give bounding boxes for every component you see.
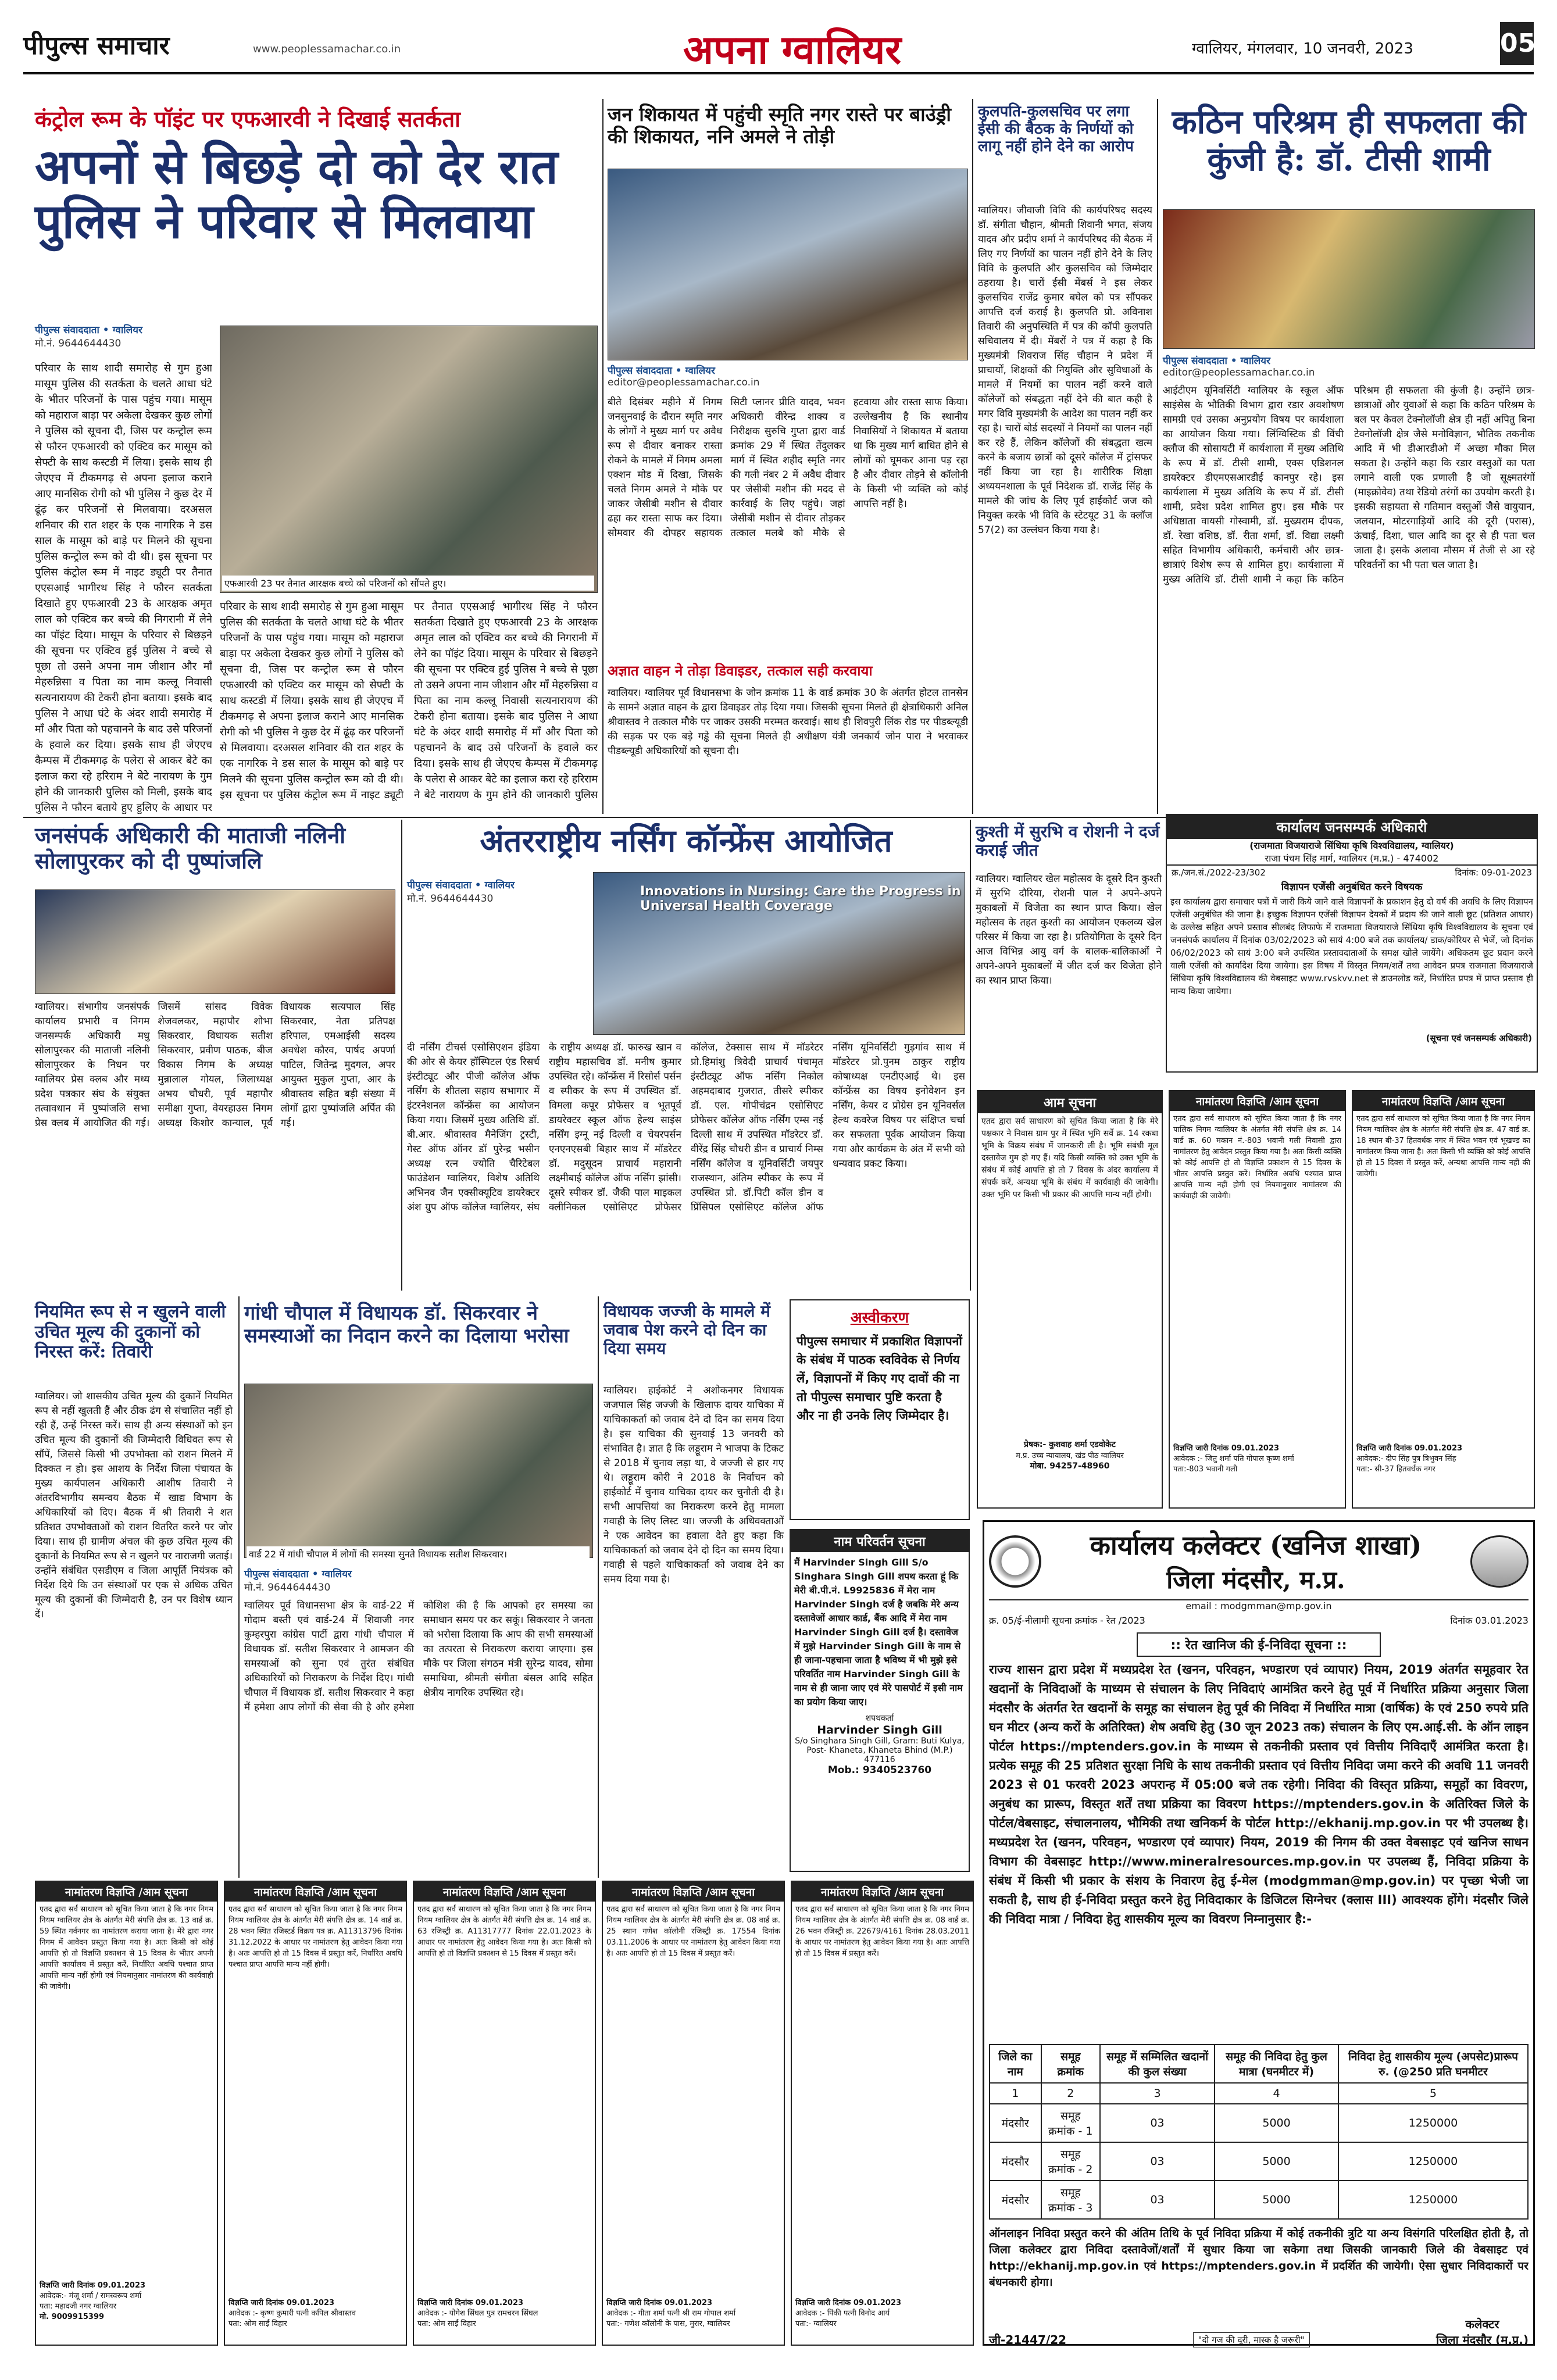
table-cell: समूह क्रमांक - 3 — [1041, 2181, 1100, 2219]
notice-date: विज्ञप्ति जारी दिनांक 09.01.2023 — [606, 2299, 713, 2307]
story2-email[interactable]: editor@peoplessamachar.co.in — [608, 377, 760, 388]
section-title: अपना ग्वालियर — [683, 27, 902, 73]
story6-photo — [593, 872, 965, 1035]
table-header-cell: निविदा हेतु शासकीय मूल्य (अपसेट)प्रारूप रु. (@250 प्रति घनमीटर — [1338, 2045, 1528, 2083]
story1-headline: अपनों से बिछड़े दो को देर रात पुलिस ने परिवार से मिलवाया — [35, 139, 558, 250]
notice-date: विज्ञप्ति जारी दिनांक 09.01.2023 — [795, 2299, 902, 2307]
name-change-text: मैं Harvinder Singh Gill S/o Singhara Singh Gill शपथ करता हूं कि मेरी बी.पी.नं. L9925836 में मेरा नाम Harvinder Singh दर्ज है जबकि मेरे अन्य दस्तावेजों आधार कार्ड, बैंक आदि में मेरा नाम Harvinder Singh Gill दर्ज है। दस्तावेज में मुझे Harvinder Singh Gill के नाम से ही जाना-पहचाना जाता है भविष्य में भी मुझे इसे परिवर्तित नाम Harvinder Singh Gill के नाम से ही जाना जाए एवं मेरे पासपोर्ट में इसी नाम का प्रयोग किया जाए। — [794, 1557, 963, 1707]
table-cell: 5 — [1338, 2083, 1528, 2104]
table-row — [990, 2104, 1528, 2142]
tender-org: कार्यालय कलेक्टर (खनिज शाखा) — [1090, 1530, 1422, 1561]
notice-address: पता: ओम साईं विहार — [228, 2320, 287, 2328]
story6-body: दी नर्सिंग टीचर्स एसोसिएशन इंडिया की ओर से केयर हॉस्पिटल एंड रिसर्च इंस्टीट्यूट और पीजी कॉलेज ऑफ नर्सिंग के शीतला सहाय सभागार में इंटरनेशनल कॉन्फ्रेंस का आयोजन किया गया। जिसमें मुख्य अतिथि डॉ. बी.आर. श्रीवास्तव मैनेजिंग ट्रस्टी, गेस्ट ऑफ ऑनर डॉ पुरेन्द्र भसीन अध्यक्ष रत्न ज्योति चैरिटेबल फाउंडेशन ग्वालियर, विशेष अतिथि अभिनव जैन एक्सीक्यूटिव डायरेक्टर अंश ग्रुप ऑफ कॉलेज ग्वालियर, संघ के राष्ट्रीय अध्यक्ष डॉ. फारुख खान व राष्ट्रीय महासचिव डॉ. मनीष कुमार उपस्थित रहे। कॉन्फ्रेंस में रिसोर्स पर्सन व स्पीकर के रूप में उपस्थित डॉ. विमला कपूर प्रोफेसर व भूतपूर्व डायरेक्टर स्कूल ऑफ हेल्थ साइंस नर्सिंग इग्नू नई दिल्ली व चेयरपर्सन एनएनएसबी बिहार साथ में मॉडरेटर डॉ. मदुसूदन प्राचार्य महारानी लक्ष्मीबाई कॉलेज ऑफ नर्सिंग झांसी। दूसरे स्पीकर डॉ. जैकी पाल माइकल क्लीनिकल एसोसिएट प्रोफेसर कॉलेज, टेक्सास साथ में मॉडरेटर प्रो.हिमांशु त्रिवेदी प्राचार्य पंचामृत इंस्टीट्यूट ऑफ नर्सिंग निकोल अहमदाबाद गुजरात, तीसरे स्पीकर डॉ. एल. गोपीचंद्रन एसोसिएट प्रोफेसर कॉलेज ऑफ नर्सिंग एम्स नई दिल्ली साथ में उपस्थित मॉडरेटर डॉ. वीरेंद्र सिंह चौधरी डीन व प्राचार्य निम्स नर्सिंग कॉलेज व यूनिवर्सिटी जयपुर राजस्थान, अंतिम स्पीकर के रूप में उपस्थित प्रो. डॉ.पिटी कॉल डीन व प्रिंसिपल एसोसिएट कॉलेज ऑफ नर्सिंग यूनिवर्सिटी गुड़गांव साथ में मॉडरेटर प्रो.पुनम ठाकुर राष्ट्रीय कोषाध्यक्ष एनटीएआई थे। इस कॉन्फ्रेंस का विषय इनोवेशन इन नर्सिंग, केयर द प्रोग्रेस इन यूनिवर्सल हेल्थ कवरेज विषय पर संक्षिप्त चर्चा कर सफलता पूर्वक आयोजन किया गया और कार्यक्रम के अंत में सभी को धन्यवाद प्रकट किया। — [407, 1042, 965, 1213]
table-cell: 5000 — [1215, 2142, 1338, 2181]
table-cell: 3 — [1100, 2083, 1215, 2104]
story2-photo — [608, 169, 968, 360]
table-header-cell: समूह की निविदा हेतु कुल मात्रा (घनमीटर में) — [1215, 2045, 1338, 2083]
page-number: 05 — [1500, 22, 1534, 65]
date-line: ग्वालियर, मंगलवार, 10 जनवरी, 2023 — [1192, 40, 1413, 58]
jansampark-org: कार्यालय जनसम्पर्क अधिकारी — [1167, 815, 1537, 839]
mp-emblem-icon — [989, 1535, 1041, 1588]
table-cell: समूह क्रमांक - 2 — [1041, 2142, 1100, 2181]
notice-date: विज्ञप्ति जारी दिनांक 09.01.2023 — [40, 2281, 146, 2290]
tender-date: दिनांक 03.01.2023 — [1450, 1615, 1529, 1626]
masthead — [23, 16, 1534, 74]
mutation-notice-body: एतद द्वारा सर्व साधारण को सूचित किया जाता है कि नगर पालिक निगम ग्वालियर के अंतर्गत मेरी संपत्ति क्षेत्र क्र. 14 वार्ड क्र. 60 मकान नं.-803 भवानी गली निवासी द्वारा नामांतरण हेतु आवेदन प्रस्तुत किया गया है। अतः किसी व्यक्ति को कोई आपत्ति हो तो विज्ञप्ति प्रकाशन से 15 दिवस के भीतर आपत्ति प्रस्तुत करें। निर्धारित अवधि पश्चात प्राप्त आपत्ति मान्य नहीं होगी एवं नियमानुसार नामांतरण की कार्यवाही की जावेगी। — [1173, 1114, 1341, 1200]
notice-signature: आवेदक:- मंजू शर्मा / रामस्वरूप शर्मा — [40, 2292, 142, 2300]
story2-body: बीते दिसंबर महीने में निगम जनसुनवाई के दौरान स्मृति नगर के लोगों ने मुख्य मार्ग पर अवैध रूप से दीवार बनाकर रास्ता रोकने के मामले में निगम अमला एक्शन मोड में दिखा, जिसके चलते निगम अमले ने मौके पर जाकर जेसीबी मशीन से दीवार ढहा कर रास्ता साफ कर दिया। सोमवार की दोपहर सहायक सिटी प्लानर प्रीति यादव, भवन अधिकारी वीरेन्द्र शाक्य व निरीक्षक सुरुचि गुप्ता द्वारा वार्ड क्रमांक 29 में स्थित तेंदुलकर मार्ग में स्थित शहीद स्मृति नगर की गली नंबर 2 में अवैध दीवार पर जेसीबी मशीन की मदद से कार्रवाई के लिए पहुंचे। जहां जेसीबी मशीन से दीवार तोड़कर तत्काल मलबे को मौके से हटवाया और रास्ता साफ किया। उल्लेखनीय है कि स्थानीय निवासियों ने शिकायत में बताया था कि मुख्य मार्ग बाधित होने से लोगों को घूमकर आना पड़ रहा है और दीवार तोड़ने से कॉलोनी के किसी भी व्यक्ति को कोई आपत्ति नहीं है। — [608, 396, 968, 539]
tender-refline — [989, 1611, 1529, 1629]
jansampark-ref: क्र./जन.सं./2022-23/302 — [1172, 867, 1266, 878]
jansampark-title: विज्ञापन एजेंसी अनुबंधित करने विषयक — [1281, 881, 1423, 893]
mutation-notice-date: विज्ञप्ति जारी दिनांक 09.01.2023 — [1356, 1444, 1463, 1453]
story4-headline: कठिन परिश्रम ही सफलता की कुंजी है: डॉ. टीसी शामी — [1172, 103, 1526, 179]
story6-banner-text: Innovations in Nursing: Care the Progress in Universal Health Coverage — [640, 884, 961, 913]
table-cell: 03 — [1100, 2104, 1215, 2142]
column-divider — [972, 99, 973, 814]
notice-address: पता: महादजी नगर ग्वालियर — [40, 2302, 117, 2311]
table-index-row — [990, 2083, 1528, 2104]
tender-footer: ऑनलाइन निविदा प्रस्तुत करने की अंतिम तिथि के पूर्व निविदा प्रक्रिया में कोई तकनीकी त्रुटि या अन्य विसंगति परिलक्षित होती है, तो जिला कलेक्टर द्वारा निविदा दस्तावेजों/शर्तों में सुधार किया जा सकेगा तथा जिसकी जानकारी जिले की वेबसाइट एवं http://ekhanij.mp.gov.in एवं https://mptenders.gov.in में प्रदर्शित की जायेगी। ऐसा सुधार निविदाकारों पर बंधनकारी होगा। — [989, 2227, 1529, 2289]
table-cell: 5000 — [1215, 2104, 1338, 2142]
story4-byline-block — [1163, 353, 1349, 378]
story1-byline-block — [35, 323, 215, 349]
column-divider — [238, 1296, 240, 1878]
story1-body-col2: परिवार के साथ शादी समारोह से गुम हुआ मासूम पुलिस की सतर्कता के चलते आधा घंटे के भीतर परिजनों के पास पहुंच गया। मासूम को महाराज बाड़ा पर अकेला देखकर कुछ लोगों ने पुलिस को सूचना दी, जिस पर कन्ट्रोल रूम से फौरन एफआरवी को एक्टिव कर मासूम को सेफ्टी के साथ कस्टडी में लिया। इसके साथ ही जेएएच में टीकमगढ़ से अपना इलाज कराने आए मानसिक रोगी को भी पुलिस ने कुछ देर में ढूंढ़ कर परिजनों से मिलवाया। दरअसल शनिवार की रात शहर के एक नागरिक ने डस साल के मासूम को बाड़े पर मिलने की सूचना पुलिस कन्ट्रोल रूम को दी थी। इस सूचना पर पुलिस कंट्रोल रूम में नाइट ड्यूटी पर तैनात एएसआई भागीरथ सिंह ने फौरन सतर्कता दिखाते हुए एफआरवी 23 के आरक्षक अमृत लाल को एक्टिव कर बच्चे की निगरानी में लेने का पॉइंट दिया। मासूम के परिवार से बिछड़ने की सूचना पर एक्टिव हुई पुलिस ने बच्चे से पूछा तो उसने अपना नाम जीशान और माँ मेहरुन्निसा व पिता का नाम कल्लू निवासी सत्यनारायण की टेकरी होना बताया। इसके बाद पुलिस ने आधा घंटे के अंदर शादी समारोह में माँ और पिता को पहचानने के बाद उसे परिजनों के हवाले कर दिया। इसके साथ ही जेएएच कैम्पस में टीकमगढ़ के पलेरा से आकर बेटे का इलाज करा रहे हरिराम ने बेटे नारायण के गुम होने की जानकारी पुलिस — [220, 601, 598, 801]
table-cell: 1 — [990, 2083, 1041, 2104]
notice-signature: आवेदक :- योगेश सिंघल पुत्र रामचरन सिंघल — [417, 2309, 538, 2318]
story9-body: ग्वालियर पूर्व विधानसभा क्षेत्र के वार्ड-22 में गोदाम बस्ती एवं वार्ड-24 में शिवाजी नगर कुम्हरपुरा कांग्रेस पार्टी द्वारा गांधी चौपाल में विधायक डॉ. सतीश सिकरवार ने आमजन की समस्याओं को सुना एवं तुरंत संबंधित अधिकारियों को निराकरण के निर्देश दिए। गांधी चौपाल में विधायक डॉ. सतीश सिकरवार ने कहा मैं हमेशा आप लोगों की सेवा की है और हमेशा कोशिश की है कि आपको हर समस्या का समाधान समय पर कर सकूं। सिकरवार ने जनता को भरोसा दिलाया कि आप की सभी समस्याओं का तत्परता से निराकरण कराया जाएगा। इस मौके पर जिला संगठन मंत्री सुरेन्द्र यादव, सोमा समाधिया, श्रीमती संगीता बंसल आदि सहित क्षेत्रीय नागरिक उपस्थित रहे। — [244, 1600, 593, 1713]
story9-caption: वार्ड 22 में गांधी चौपाल में लोगों की समस्या सुनते विधायक सतीश सिकरवार। — [247, 1546, 590, 1561]
story1-byline: पीपुल्स संवाददाता • ग्वालियर — [35, 324, 142, 336]
table-row — [990, 2181, 1528, 2219]
story5-headline: जनसंपर्क अधिकारी की माताजी नलिनी सोलापुरकर को दी पुष्पांजलि — [35, 822, 346, 874]
story4-body: आईटीएम यूनिवर्सिटी ग्वालियर के स्कूल ऑफ साइंसेस के भौतिकी विभाग द्वारा रडार अवशोषण सामग्री एवं उसका अनुप्रयोग विषय पर कार्यशाला का आयोजन किया गया। लिंग्विस्टिक डी विंची क्लौज की सोसायटी में कार्यशाला में मुख्य अतिथि के रूप में डॉ. टीसी शामी, एक्स एडिशनल डायरेक्टर डीएमएसआरडीई कानपुर रहे। इस कार्यशाला में मुख्य अतिथि के रूप में डॉ. टीसी शामी, प्रदेश प्रदेश शामिल हुए। इस मौके पर अधिष्ठाता वायसी गोस्वामी, डॉ. मुख्यराम दीपक, डॉ. रेखा वशिष्ठ, डॉ. रीता शर्मा, डॉ. विद्या लक्ष्मी सहित विभागीय अधिकारी, कर्मचारी और छात्र-छात्राएं विशेष रूप से शामिल हुए। कार्यशाला में मुख्य अतिथि डॉ. टीसी शामी ने कहा कि कठिन परिश्रम ही सफलता की कुंजी है। उन्होंने छात्र-छात्राओं और युवाओं से कहा कि कठिन परिश्रम के बल पर केवल टेक्नोलॉजी क्षेत्र ही नहीं अपितु बिना टेक्नोलॉजी क्षेत्र जैसे मनोविज्ञान, भौतिक तकनीक आदि में भी डीआरडीओ में अच्छा मौका मिल सकता है। उन्होंने कहा कि रडार वस्तुओं का पता लगाने वाली एक प्रणाली है जो सूक्ष्मतरंगों (माइक्रोवेव) तथा रेडियो तरंगों का उपयोग करती है। इसकी सहायता से गतिमान वस्तुओं जैसे वायुयान, जलयान, मोटरगाड़ियों आदि की दूरी (परास), ऊंचाई, दिशा, चाल आदि का दूर से ही पता चल जाता है। इसके अलावा मौसम में तेजी से आ रहे परिवर्तनों का भी पता चल जाता है। — [1163, 385, 1535, 585]
notice-title: नामांतरण विज्ञप्ति /आम सूचना — [36, 1882, 217, 1902]
tender-header — [989, 1527, 1529, 1600]
table-cell: 4 — [1215, 2083, 1338, 2104]
jansampark-date: दिनांक: 09-01-2023 — [1455, 867, 1532, 878]
tender-table — [989, 2044, 1529, 2220]
story9-byline-block — [244, 1567, 419, 1593]
mutation-notice-signature: आवेदक :- जितु शर्मा पति गोपाल कृष्ण शर्मा — [1173, 1455, 1294, 1463]
story2-byline-block — [608, 363, 782, 388]
tender-ref: क्र. 05/ई-नीलामी सूचना क्रमांक - रेत /2023 — [989, 1615, 1145, 1626]
story4-byline: पीपुल्स संवाददाता • ग्वालियर — [1163, 355, 1270, 367]
story8-body: ग्वालियर। जो शासकीय उचित मूल्य की दुकानें नियमित रूप से नहीं खुलती हैं और ठीक ढंग से संचालित नहीं हो रही हैं, उन्हें निरस्त करें। साथ ही अन्य संस्थाओं को इन उचित मूल्य की दुकानों की जिम्मेदारी विधिवत रूप से सौंपें, जिससे किसी भी उपभोक्ता को राशन मिलने में दिक्कत न हो। इस आशय के निर्देश जिला पंचायत के मुख्य कार्यपालन अधिकारी आशीष तिवारी ने अंतरविभागीय समन्वय बैठक में खाद्य विभाग के अधिकारियों को दिए। बैठक में श्री तिवारी ने शत प्रतिशत उपभोक्ताओं को राशन वितरित करने पर जोर दिया। साथ ही ग्रामीण अंचल की कुछ उचित मूल्य की दुकानों के नियमित रूप से न खुलने पर नाराजगी जताई। उन्होंने संबंधित एसडीएम व जिला आपूर्ति नियंत्रक को निर्देश दिये कि उन संस्थाओं पर एक से अधिक उचित मूल्य की दुकानों की जिम्मेदारी है, उन पर विशेष ध्यान दें। — [35, 1391, 233, 1620]
column-divider — [1157, 99, 1158, 814]
disclaimer-box — [790, 1299, 970, 1520]
table-cell: 5000 — [1215, 2181, 1338, 2219]
story1-body-col1: परिवार के साथ शादी समारोह से गुम हुआ मासूम पुलिस की सतर्कता के चलते आधा घंटे के भीतर परिजनों के पास पहुंच गया। मासूम को महाराज बाड़ा पर अकेला देखकर कुछ लोगों ने पुलिस को सूचना दी, जिस पर कन्ट्रोल रूम से फौरन एफआरवी को एक्टिव कर मासूम को सेफ्टी के साथ कस्टडी में लिया। इसके साथ ही जेएएच में टीकमगढ़ से अपना इलाज कराने आए मानसिक रोगी को भी पुलिस ने कुछ देर में ढूंढ़ कर परिजनों से मिलवाया। दरअसल शनिवार की रात शहर के एक नागरिक ने डस साल के मासूम को बाड़े पर मिलने की सूचना पुलिस कन्ट्रोल रूम को दी थी। इस सूचना पर पुलिस कंट्रोल रूम में नाइट ड्यूटी पर तैनात एएसआई भागीरथ सिंह ने फौरन सतर्कता दिखाते हुए एफआरवी 23 के आरक्षक अमृत लाल को एक्टिव कर बच्चे की निगरानी में लेने का पॉइंट दिया। मासूम के परिवार से बिछड़ने की सूचना पर एक्टिव हुई पुलिस ने बच्चे से पूछा तो उसने अपना नाम जीशान और माँ मेहरुन्निसा व पिता का नाम कल्लू निवासी सत्यनारायण की टेकरी होना बताया। इसके बाद पुलिस ने आधा घंटे के अंदर शादी समारोह में माँ और पिता को पहचानने के बाद उसे परिजनों के हवाले कर दिया। इसके साथ ही जेएएच कैम्पस में टीकमगढ़ के पलेरा से आकर बेटे का इलाज करा रहे हरिराम ने बेटे नारायण के गुम होने की जानकारी पुलिस को मिली, इसके बाद पुलिस ने फौरन बताये हुए हुलिए के आधार पर — [35, 362, 212, 814]
table-header-cell: समूह क्रमांक — [1041, 2045, 1100, 2083]
jansampark-address: राजा पंचम सिंह मार्ग, ग्वालियर (म.प्र.) - 474002 — [1167, 852, 1537, 866]
mutation-notice-date: विज्ञप्ति जारी दिनांक 09.01.2023 — [1173, 1444, 1280, 1453]
name-change-signature-label: शपथकर्ता — [865, 1714, 894, 1723]
story2-subbody: ग्वालियर। ग्वालियर पूर्व विधानसभा के जोन क्रमांक 11 के वार्ड क्रमांक 30 के अंतर्गत होटल तानसेन के सामने अज्ञात वाहन के द्वारा डिवाइडर तोड़ दिया गया। जिसकी सूचना मिलते ही क्षेत्राधिकारी अनिल श्रीवास्तव ने तत्काल मौके पर जाकर उसकी मरम्मत करवाई। साथ ही शिवपुरी लिंक रोड पर पीडब्ल्यूडी की सड़क पर एक बड़े गड्ढे की सूचना मिलते ही अधीक्षण यंत्री जनकार्य जोन पारा ने भरवाकर पीडब्ल्यूडी अधिकारियों को सूचना दी। — [608, 687, 968, 757]
story8-headline: नियमित रूप से न खुलने वाली उचित मूल्य की दुकानों को निरस्त करें: तिवारी — [35, 1302, 226, 1362]
notice-signature: आवेदक :- पिंकी पत्नी विनोद आर्य — [795, 2309, 890, 2318]
disclaimer-text: पीपुल्स समाचार में प्रकाशित विज्ञापनों के संबंध में पाठक स्वविवेक से निर्णय लें, विज्ञापनों में किए गए दावों की ना तो पीपुल्स समाचार पुष्टि करता है और ना ही उनके लिए जिम्मेदार है। — [797, 1334, 962, 1423]
story1-contact: मो.नं. 9644644430 — [35, 338, 122, 349]
notice-body: एतद द्वारा सर्व साधारण को सूचित किया जाता है कि नगर निगम नियम ग्वालियर क्षेत्र के अंतर्गत मेरी संपत्ति क्षेत्र क्र. 08 वार्ड क्र. 25 स्थान गणेश कॉलोनी रजिस्ट्री क्र. 17554 दिनांक 03.11.2006 के आधार पर नामांतरण हेतु आवेदन किया गया है। अतः आपत्ति हो तो 15 दिवस में प्रस्तुत करें। — [606, 1905, 780, 1958]
aam-suchna-body: एतद द्वारा सर्व साधारण को सूचित किया जाता है कि मेरे पक्षकार ने निवास ग्राम पुर में स्थित भूमि सर्वे क्र. 14 रकबा भूमि के विक्रय संबंध में जानकारी ली है। भूमि संबंधी मूल दस्तावेज गुम हो गए हैं। यदि किसी व्यक्ति को उक्त भूमि के संबंध में कोई आपत्ति हो तो 7 दिवस के अंदर कार्यालय में संपर्क करें, अन्यथा भूमि के संबंध में कार्यवाही की जावेगी। उक्त भूमि पर किसी भी प्रकार की आपत्ति मान्य नहीं होगी। — [981, 1117, 1158, 1199]
story2-headline: जन शिकायत में पहुंची स्मृति नगर रास्ते पर बाउंड्री की शिकायत, ननि अमले ने तोड़ी — [608, 103, 951, 148]
column-divider — [602, 99, 603, 814]
bottom-notice-4 — [602, 1881, 785, 2346]
story9-headline: गांधी चौपाल में विधायक डॉ. सिकरवार ने समस्याओं का निदान करने का दिलाया भरोसा — [244, 1302, 569, 1348]
notice-body: एतद द्वारा सर्व साधारण को सूचित किया जाता है कि नगर निगम नियम ग्वालियर क्षेत्र के अंतर्गत मेरी संपत्ति क्षेत्र क्र. 14 वार्ड क्र. 63 रजिस्ट्री क्र. A11317777 दिनांक 22.01.2023 के आधार पर नामांतरण हेतु आवेदन किया गया है। अतः किसी को आपत्ति हो तो विज्ञप्ति प्रकाशन से 15 दिवस में प्रस्तुत करें। — [417, 1905, 591, 1958]
name-change-mobile: Mob.: 9340523760 — [827, 1764, 932, 1776]
mutation-notice-address: पता:-803 भवानी गली — [1173, 1465, 1238, 1474]
tender-signature-2: जिला मंदसौर (म.प्र.) — [1436, 2333, 1529, 2347]
story1-kicker-wrap — [35, 103, 593, 134]
story5-photo — [35, 889, 395, 994]
column-divider — [401, 820, 402, 1291]
jansampark-refline — [1167, 866, 1537, 880]
mutation-notice — [1352, 1090, 1535, 1509]
story1-kicker: कंट्रोल रूम के पॉइंट पर एफआरवी ने दिखाई सतर्कता — [35, 106, 460, 132]
tender-signature-1: कलेक्टर — [1465, 2317, 1499, 2331]
table-cell: समूह क्रमांक - 1 — [1041, 2104, 1100, 2142]
aam-suchna-title: आम सूचना — [978, 1091, 1162, 1113]
bottom-notice-5 — [791, 1881, 974, 2346]
story1-caption: एफआरवी 23 पर तैनात आरक्षक बच्चे को परिजनों को सौंपते हुए। — [222, 576, 594, 591]
table-header-cell: जिले का नाम — [990, 2045, 1041, 2083]
aam-suchna-mobile: मोबा. 94257-48960 — [1030, 1461, 1110, 1471]
mutation-notice-title: नामांतरण विज्ञप्ति /आम सूचना — [1170, 1091, 1345, 1111]
story10-body: ग्वालियर। हाईकोर्ट ने अशोकनगर विधायक जजपाल सिंह जज्जी के खिलाफ दायर याचिका में याचिकाकर्ता को जवाब देने दो दिन का समय दिया है। इस याचिका की सुनवाई 13 जनवरी को संभावित है। ज्ञात है कि लड्डूराम ने भाजपा के टिकट से 2018 में चुनाव लड़ा था, वे जज्जी से हार गए थे। लड्डूराम कोरी ने 2018 के निर्वाचन को हाईकोर्ट में चुनाव याचिका दायर कर चुनौती दी है। सभी आपत्तियां का निराकरण करने हेतु मामला गवाही के लिए लिस्ट था। जज्जी के अधिवक्ताओं ने एक आवेदन का हवाला देते हुए कहा कि याचिकाकर्ता को जवाब देने दो दिन का समय दिया। गवाही से पहले याचिकाकर्ता को जवाब देने का समय दिया गया है। — [603, 1385, 784, 1585]
mpsmc-logo-icon — [1470, 1535, 1529, 1588]
story6-byline: पीपुल्स संवाददाता • ग्वालियर — [407, 880, 515, 891]
story1-photo — [220, 326, 598, 593]
story6-byline-block — [407, 878, 581, 905]
table-cell: मंदसौर — [990, 2104, 1041, 2142]
mutation-notice-title: नामांतरण विज्ञप्ति /आम सूचना — [1353, 1091, 1534, 1111]
story6-headline: अंतरराष्ट्रीय नर्सिंग कॉन्फ्रेंस आयोजित — [480, 822, 892, 859]
aam-suchna-signature: प्रेषक:- कुशवाह शर्मा एडवोकेट — [1024, 1440, 1116, 1449]
story5-body: ग्वालियर। संभागीय जनसंपर्क कार्यालय प्रभारी व निगम जनसम्पर्क अधिकारी मधु सोलापुरकर की माताजी नलिनी सोलापुरकर के निधन पर ग्वालियर प्रेस क्लब और मध्य प्रदेश पत्रकार संघ के संयुक्त तत्वावधान में पुष्पांजलि सभा प्रेस क्लब में आयोजित की गई। जिसमें सांसद विवेक शेजवलकर, महापौर शोभा सिकरवार, विधायक सतीश सिकरवार, प्रवीण पाठक, बीज विकास निगम के अध्यक्ष मुन्नालाल गोयल, जिलाध्यक्ष अभय चौधरी, पूर्व महापौर समीक्षा गुप्ता, वेयरहाउस निगम अध्यक्ष किशोर कान्याल, पूर्व विधायक सत्यपाल सिंह सिकरवार, नेता प्रतिपक्ष हरिपाल, एमआईसी सदस्य अवधेश कौरव, पार्षद अपर्णा पाटिल, जितेन्द्र मुदगल, अपर आयुक्त मुकुल गुप्ता, आर के श्रीवास्तव सहित बड़ी संख्या में लोगों द्वारा पुष्पांजलि अर्पित की गई। — [35, 1001, 395, 1129]
paper-url[interactable]: www.peoplessamachar.co.in — [253, 43, 401, 55]
column-divider — [598, 1296, 599, 1878]
name-change-title: नाम परिवर्तन सूचना — [791, 1530, 969, 1552]
table-row — [990, 2142, 1528, 2181]
tender-notice — [983, 1520, 1535, 2346]
notice-title: नामांतरण विज्ञप्ति /आम सूचना — [414, 1882, 595, 1902]
name-change-name: Harvinder Singh Gill — [817, 1724, 942, 1736]
table-cell: 1250000 — [1338, 2104, 1528, 2142]
tender-slogan: "दो गज की दूरी, मास्क है जरूरी" — [1193, 2332, 1310, 2347]
tender-title: :: रेत खानिज की ई-निविदा सूचना :: — [1137, 1632, 1381, 1657]
notice-body: एतद द्वारा सर्व साधारण को सूचित किया जाता है कि नगर निगम नियम ग्वालियर क्षेत्र के अंतर्गत मेरी संपत्ति क्षेत्र क्र. 08 वार्ड क्र. 26 भवन रजिस्ट्री क्र. 22679/4161 दिनांक 28.03.2011 के आधार पर नामांतरण हेतु आवेदन किया गया है। अतः आपत्ति हो तो 15 दिवस में प्रस्तुत करें। — [795, 1905, 969, 1958]
notice-date: विज्ञप्ति जारी दिनांक 09.01.2023 — [417, 2299, 524, 2307]
story3-headline: कुलपति-कुलसचिव पर लगा ईसी की बैठक के निर्णयों को लागू नहीं होने देने का आरोप — [978, 103, 1134, 155]
column-divider — [970, 820, 971, 1291]
story9-contact: मो.नं. 9644644430 — [244, 1582, 331, 1593]
name-change-notice — [790, 1529, 970, 1872]
story2-subheadline: अज्ञात वाहन ने तोड़ा डिवाइडर, तत्काल सही करवाया — [608, 662, 873, 679]
mutation-notice-body: एतद द्वारा सर्व साधारण को सूचित किया जाता है कि नगर निगम नियम ग्वालियर क्षेत्र के अंतर्गत मेरी संपत्ति क्षेत्र क्र. 47 वार्ड क्र. 18 स्थान बी-37 हितवर्धक नगर में स्थित भवन एवं भूखण्ड का नामांतरण किया जाना है। अतः किसी भी व्यक्ति को कोई आपत्ति हो तो 15 दिवस में प्रस्तुत करें, अन्यथा आपत्ति मान्य नहीं की जावेगी। — [1356, 1114, 1530, 1178]
paper-name: पीपुल्स समाचार — [23, 31, 170, 60]
notice-body: एतद द्वारा सर्व साधारण को सूचित किया जाता है कि नगर निगम नियम ग्वालियर क्षेत्र के अंतर्गत मेरी संपत्ति क्षेत्र क्र. 14 वार्ड क्र. 28 भवन स्थित रजिस्टर्ड विक्रय पत्र क्र. A11313796 दिनांक 31.12.2022 के आधार पर नामांतरण हेतु आवेदन किया गया है। अतः आपत्ति हो तो 15 दिवस में प्रस्तुत करें, निर्धारित अवधि पश्चात प्राप्त आपत्ति मान्य नहीं होगी। — [228, 1905, 402, 1969]
story4-email[interactable]: editor@peoplessamachar.co.in — [1163, 367, 1315, 378]
story4-photo — [1163, 209, 1535, 349]
table-header-cell: समूह में सम्मिलित खदानों की कुल संख्या — [1100, 2045, 1215, 2083]
notice-address: पता:- ग्वालियर — [795, 2320, 837, 2328]
bottom-notice-3 — [413, 1881, 596, 2346]
notice-address: पता: ओम साईं विहार — [417, 2320, 476, 2328]
story2-byline: पीपुल्स संवाददाता • ग्वालियर — [608, 365, 715, 377]
story7-headline: कुश्ती में सुरभि व रोशनी ने दर्ज कराई जीत — [976, 822, 1160, 860]
notice-body: एतद द्वारा सर्व साधारण को सूचित किया जाता है कि नगर निगम नियम ग्वालियर क्षेत्र के अंतर्गत मेरी संपत्ति क्षेत्र क्र. 13 वार्ड क्र. 59 स्थित गर्वनगर का नामांतरण कराया जाना है। मेरे द्वारा नगर निगम में आवेदन प्रस्तुत किया गया है। अतः किसी को कोई आपत्ति हो तो विज्ञप्ति प्रकाशन से 15 दिवस के भीतर अपनी आपत्ति कार्यालय में प्रस्तुत करें, निर्धारित अवधि पश्चात प्राप्त आपत्ति मान्य नहीं होगी एवं नियमानुसार नामांतरण की कार्यवाही की जावेगी। — [40, 1905, 213, 1991]
tender-district: जिला मंदसौर, म.प्र. — [1166, 1566, 1345, 1594]
name-change-address: S/o Singhara Singh Gill, Gram: Buti Kulya, Post- Khaneta, Khaneta Bhind (M.P.) 477116 — [795, 1736, 965, 1764]
jansampark-notice — [1166, 814, 1538, 1073]
mutation-notice-signature: आवेदक:- दीप सिंह पुत्र त्रिभुवन सिंह — [1356, 1455, 1456, 1463]
aam-suchna-address: म.प्र. उच्च न्यायालय, खंड पीठ ग्वालियर — [1016, 1452, 1124, 1460]
story10-headline: विधायक जज्जी के मामले में जवाब पेश करने दो दिन का दिया समय — [603, 1302, 770, 1359]
bottom-notice-2 — [224, 1881, 407, 2346]
mutation-notice — [1169, 1090, 1346, 1509]
table-cell: मंदसौर — [990, 2181, 1041, 2219]
tender-ad-code: जी-21447/22 — [989, 2333, 1067, 2347]
notice-signature: आवेदक :- कृष्ण कुमारी पत्नी कपिल श्रीवास्तव — [228, 2309, 356, 2318]
tender-email[interactable]: email : modgmman@mp.gov.in — [1185, 1600, 1332, 1611]
notice-title: नामांतरण विज्ञप्ति /आम सूचना — [225, 1882, 406, 1902]
tender-signoff — [989, 2316, 1529, 2347]
table-cell: 2 — [1041, 2083, 1100, 2104]
story3-body: ग्वालियर। जीवाजी विवि की कार्यपरिषद सदस्य डॉ. संगीता चौहान, श्रीमती शिवानी भगत, संजय यादव और प्रदीप शर्मा ने कार्यपरिषद की बैठक में लिए गए निर्णयों का पालन नहीं होने देने के लिए विवि के कुलपति और कुलसचिव को जिम्मेदार ठहराया है। चारों ईसी मेंबर्स ने इस लेकर कुलसचिव राजेंद्र कुमार बघेल को पत्र सौंपकर आपत्ति दर्ज कराई है। कुलपति प्रो. अविनाश तिवारी की अनुपस्थिति में पत्र की कॉपी कुलपति सचिवालय में दी। मेंबरों ने पत्र में कहा है कि मुख्यमंत्री शिवराज सिंह चौहान ने प्रदेश में प्राचार्यों, शिक्षकों की नियुक्ति और सुविधाओं के मामले में नियमों का पालन नहीं करने वाले कॉलेजों को संबद्धता नहीं देने की बात कही है मगर विवि मुख्यमंत्री के आदेश का पालन नहीं कर रहा है। चारों बोर्ड सदस्यों ने नियमों का पालन नहीं कर रहे हैं, लेकिन कॉलेजों की संबद्धता खत्म करने के बजाय छात्रों को दूसरे कॉलेज में ट्रांसफर नहीं किया जा रहा है। शारीरिक शिक्षा अध्ययनशाला के पूर्व निदेशक डॉ. राजेंद्र सिंह के मामले की जांच के लिए पूर्व हाईकोर्ट जज को नियुक्त करके भी विवि के स्टेटयूट 31 के क्लॉज 57(2) का उल्लंघन किया गया है। — [978, 205, 1152, 536]
tender-table-header — [990, 2045, 1528, 2083]
table-cell: मंदसौर — [990, 2142, 1041, 2181]
disclaimer-title: अस्वीकरण — [850, 1309, 909, 1327]
bottom-notice-1 — [35, 1881, 218, 2346]
story9-photo — [244, 1384, 593, 1558]
story9-byline: पीपुल्स संवाददाता • ग्वालियर — [244, 1568, 352, 1580]
jansampark-sub: (राजमाता विजयाराजे सिंधिया कृषि विश्वविद्यालय, ग्वालियर) — [1249, 840, 1454, 851]
table-cell: 1250000 — [1338, 2181, 1528, 2219]
jansampark-body: इस कार्यालय द्वारा समाचार पत्रों में जारी किये जाने वाले विज्ञापनों के प्रकाशन हेतु दो वर्ष की अवधि के लिए विज्ञापन एजेंसी अनुबंधित की जाना है। इच्छुक विज्ञापन एजेंसी विज्ञापन देयकों में प्रदाय की जाने वाली छूट (प्रतिशत आधार) के उल्लेख सहित अपने प्रस्ताव सीलबंद लिफाफे में राजमाता विजयाराजे सिंधिया कृषि विश्वविद्यालय के सूचना एवं जनसंपर्क कार्यालय में दिनांक 03/02/2023 को सायं 4:00 बजे तक कार्यालय/ डाक/कोरियर से भेजें, जो दिनांक 06/02/2023 को सायं 3:00 बजे उपस्थित प्रस्तावदाताओं के समक्ष खोले जायेंगे। अधिकतम छूट प्रदान करने वाली एजेंसी को कार्यादेश दिया जायेगा। इस विषय में विस्तृत नियम/शर्तें तथा आवेदन प्रपत्र राजमाता विजयाराजे सिंधिया कृषि विश्वविद्यालय की वेबसाइट www.rvskvv.net से डाउनलोड करें, निर्धारित प्रपत्र में प्राप्त प्रस्ताव ही मान्य किया जायेगा। — [1170, 896, 1533, 996]
table-cell: 03 — [1100, 2181, 1215, 2219]
table-cell: 03 — [1100, 2142, 1215, 2181]
mutation-notice-address: पता:- सी-37 हितवर्धक नगर — [1356, 1465, 1435, 1474]
tender-body: राज्य शासन द्वारा प्रदेश में मध्यप्रदेश रेत (खनन, परिवहन, भण्डारण एवं व्यापार) नियम, 2019 अंतर्गत समूहवार रेत खदानों के निविदाओं के माध्यम से संचालन के लिए निविदाएं आमंत्रित करने हेतु पूर्व में निर्धारित प्रक्रिया अनुसार जिला मंदसौर के अंतर्गत रेत खदानों के समूह का संचालन हेतु पूर्व की निविदा में निर्धारित मात्रा (वार्षिक) के एवं 250 रुपये प्रति घन मीटर (अन्य करों के अतिरिक्त) शेष अवधि हेतु (30 जून 2023 तक) संचालन के लिए एम.आई.सी. के ऑन लाइन पोर्टल https://mptenders.gov.in के माध्यम से तकनीकी प्रस्ताव एवं वित्तीय निविदाएँ आमंत्रित करता है। प्रत्येक समूह की 25 प्रतिशत सुरक्षा निधि के साथ तकनीकी प्रस्ताव एवं वित्तीय निविदा जमा करने की अवधि 11 जनवरी 2023 से 01 फरवरी 2023 अपरान्ह में 05:00 बजे तक रहेगी। निविदा की विस्तृत प्रक्रिया, समूहों का विवरण, अनुबंध का प्रारूप, विस्तृत शर्तें तथा प्रक्रिया का विवरण https://mptenders.gov.in के अतिरिक्त जिले के पोर्टल/वेबसाइट, संचालनालय, भौमिकी तथा खनिकर्म के पोर्टल http://ekhanij.mp.gov.in पर भी उपलब्ध है। मध्यप्रदेश रेत (खनन, परिवहन, भण्डारण एवं व्यापार) नियम, 2019 की निगम की उक्त वेबसाइट एवं खनिज साधन विभाग की वेबसाइट http://www.mineralresources.mp.gov.in पर उपलब्ध हैं, निविदा प्रक्रिया के संबंध में किसी भी प्रकार के संशय के निवारण हेतु ई-मेल (modgmman@mp.gov.in) पर पृच्छा भेजी जा सकती है, साथ ही ई-निविदा प्रस्तुत करने हेतु निविदाकार के डिजिटल सिग्नेचर (क्लास III) आवश्यक होंगे। मंदसौर जिले की निविदा मात्रा / निविदा हेतु शासकीय मूल्य का विवरण निम्नानुसार है:- — [989, 1663, 1529, 1926]
notice-mobile: मो. 9009915399 — [40, 2313, 105, 2321]
story7-body: ग्वालियर। ग्वालियर खेल महोत्सव के दूसरे दिन कुश्ती में सुरभि दौरिया, रोशनी पाल ने अपने-अपने मुकाबलों में विजेता का स्थान प्राप्त किया। खेल महोत्सव के तहत कुश्ती का आयोजन एकलव्य खेल परिसर में किया जा रहा है। प्रतियोगिता के दूसरे दिन आज विभिन्न आयु वर्ग के बालक-बालिकाओं ने अपने-अपने मुकाबलों में जीत दर्ज कर विजेता होने का स्थान प्राप्त किया। — [976, 873, 1162, 987]
notice-address: पता:- गणेश कॉलोनी के पास, मुरार, ग्वालियर — [606, 2320, 730, 2328]
notice-date: विज्ञप्ति जारी दिनांक 09.01.2023 — [228, 2299, 335, 2307]
notice-title: नामांतरण विज्ञप्ति /आम सूचना — [792, 1882, 973, 1902]
notice-title: नामांतरण विज्ञप्ति /आम सूचना — [603, 1882, 784, 1902]
notice-signature: आवेदक :- गीता शर्मा पत्नी श्री राम गोपाल शर्मा — [606, 2309, 736, 2318]
table-cell: 1250000 — [1338, 2142, 1528, 2181]
aam-suchna-notice — [977, 1090, 1163, 1509]
jansampark-signature: (सूचना एवं जनसम्पर्क अधिकारी) — [1426, 1033, 1532, 1044]
story6-contact: मो.नं. 9644644430 — [407, 893, 494, 905]
